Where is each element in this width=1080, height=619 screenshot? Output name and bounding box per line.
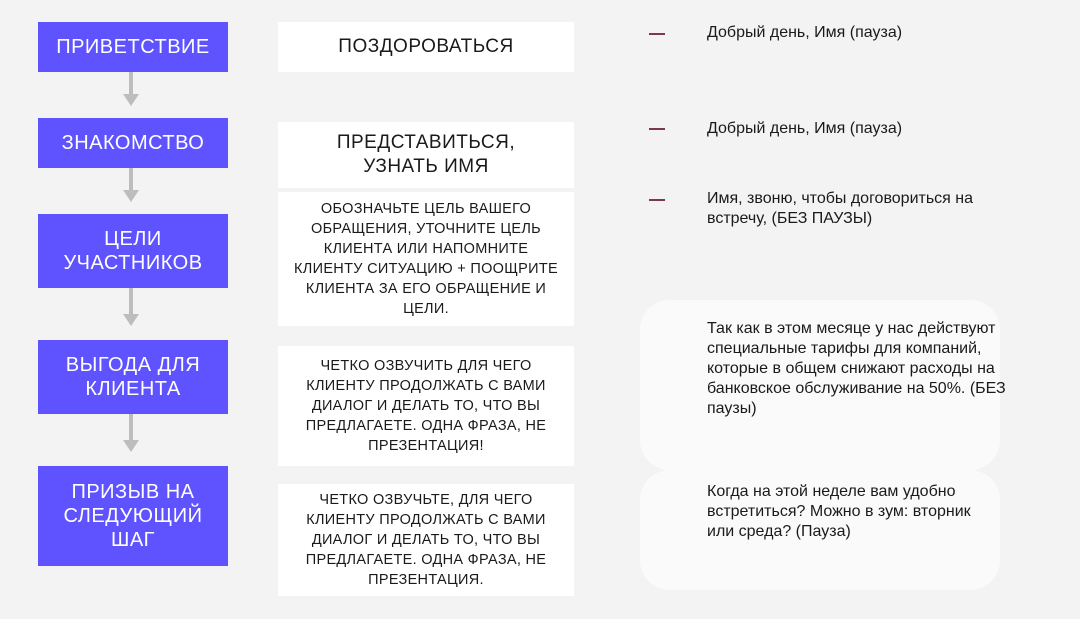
dash-marker (649, 128, 665, 130)
arrow-down-icon (123, 94, 139, 106)
connector-line (129, 168, 133, 192)
connector-line (129, 288, 133, 316)
step-participant-goals: ЦЕЛИ УЧАСТНИКОВ (38, 214, 228, 288)
script-phrase: Добрый день, Имя (пауза) (707, 120, 903, 137)
script-phrase: Так как в этом месяце у нас действуют специальные тарифы для компаний, которые в общем снижают расходы на банковское обслуживание на 50%. (БЕЗ паузы) (707, 320, 1006, 417)
arrow-down-icon (123, 440, 139, 452)
script-phrase: Имя, звоню, чтобы договориться на встречу, (БЕЗ ПАУЗЫ) (707, 190, 974, 227)
dash-marker (649, 33, 665, 35)
arrow-down-icon (123, 314, 139, 326)
step-introduction: ЗНАКОМСТВО (38, 118, 228, 168)
script-phrase: Когда на этой неделе вам удобно встретиться? Можно в зум: вторник или среда? (Пауза) (707, 483, 971, 540)
arrow-down-icon (123, 190, 139, 202)
step-client-benefit: ВЫГОДА ДЛЯ КЛИЕНТА (38, 340, 228, 414)
step-description: ОБОЗНАЧЬТЕ ЦЕЛЬ ВАШЕГО ОБРАЩЕНИЯ, УТОЧНИТЕ ЦЕЛЬ КЛИЕНТА ИЛИ НАПОМНИТЕ КЛИЕНТУ СИТУАЦИЮ + ПООЩРИТЕ КЛИЕНТА ЗА ЕГО ОБРАЩЕНИЕ И ЦЕЛИ. (278, 192, 574, 326)
connector-line (129, 72, 133, 96)
step-call-to-action: ПРИЗЫВ НА СЛЕДУЮЩИЙ ШАГ (38, 466, 228, 566)
script-phrase: Добрый день, Имя (пауза) (707, 24, 903, 41)
step-description: ЧЕТКО ОЗВУЧЬТЕ, ДЛЯ ЧЕГО КЛИЕНТУ ПРОДОЛЖАТЬ С ВАМИ ДИАЛОГ И ДЕЛАТЬ ТО, ЧТО ВЫ ПРЕДЛАГАЕТЕ. ОДНА ФРАЗА, НЕ ПРЕЗЕНТАЦИЯ. (278, 484, 574, 596)
step-description: ПОЗДОРОВАТЬСЯ (278, 22, 574, 72)
step-description: ЧЕТКО ОЗВУЧИТЬ ДЛЯ ЧЕГО КЛИЕНТУ ПРОДОЛЖАТЬ С ВАМИ ДИАЛОГ И ДЕЛАТЬ ТО, ЧТО ВЫ ПРЕДЛАГАЕТЕ. ОДНА ФРАЗА, НЕ ПРЕЗЕНТАЦИЯ! (278, 346, 574, 466)
dash-marker (649, 199, 665, 201)
step-greeting: ПРИВЕТСТВИЕ (38, 22, 228, 72)
step-description: ПРЕДСТАВИТЬСЯ, УЗНАТЬ ИМЯ (278, 122, 574, 188)
connector-line (129, 414, 133, 442)
